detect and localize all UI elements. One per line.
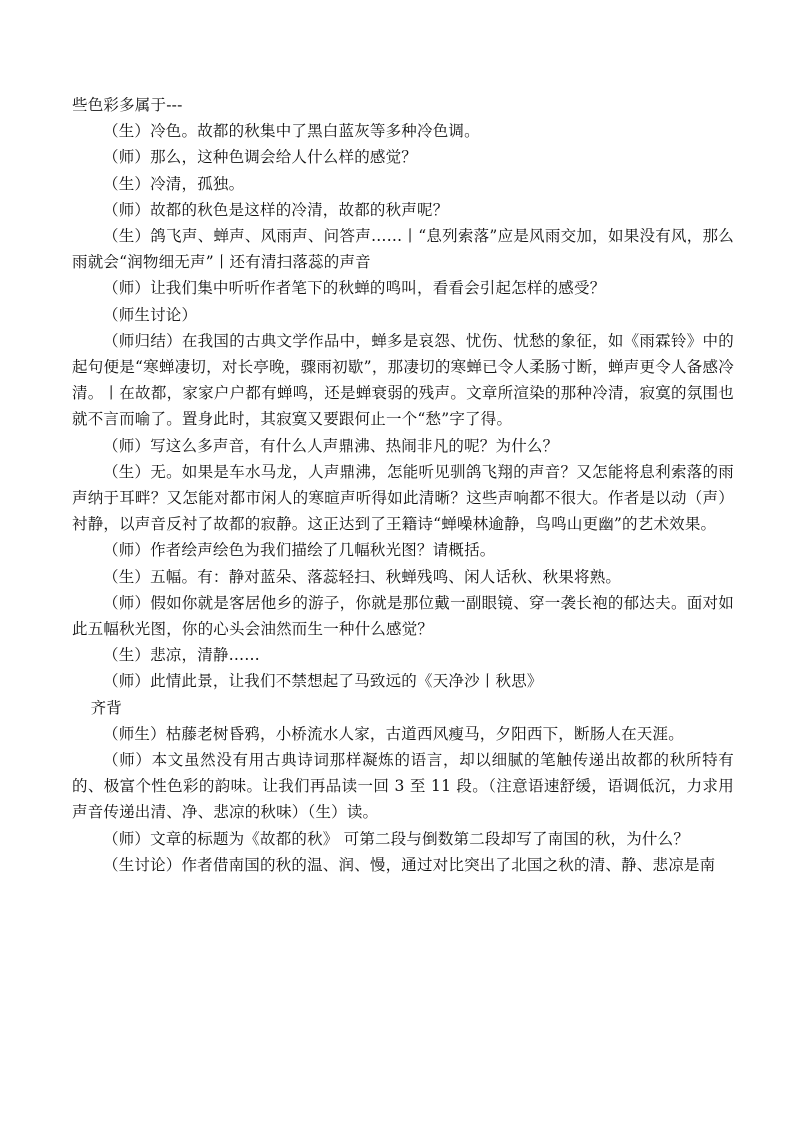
document-page (72, 92, 734, 878)
paragraph-10: （师）写这么多声音，有什么人声鼎沸、热闹非凡的呢？为什么？ (103, 436, 559, 455)
paragraph-6: （生）鸽飞声、蝉声、风雨声、问答声……丨“息列索落”应是风雨交加，如果没有风，那么雨就会“润物细无声”丨还有清扫落蕊的声音 (72, 227, 734, 272)
paragraph-19: （师）本文虽然没有用古典诗词那样凝炼的语言，却以细腻的笔触传递出故都的秋所特有的、极富个性色彩的韵味。让我们再品读一回 3 至 11 段。（注意语速舒缓，语调低沉，力求用声音传递出清、净、悲凉的秋味）（生）读。 (72, 751, 734, 822)
paragraph-7: （师）让我们集中听听作者笔下的秋蝉的鸣叫，看看会引起怎样的感受？ (103, 279, 606, 298)
paragraph-8: （师生讨论） (103, 305, 198, 324)
paragraph-4: （生）冷清，孤独。 (103, 174, 245, 193)
paragraph-2: （生）冷色。故都的秋集中了黑白蓝灰等多种冷色调。 (103, 122, 480, 141)
paragraph-9: （师归结）在我国的古典文学作品中，蝉多是哀怨、忧伤、忧愁的象征，如《雨霖铃》中的起句便是“寒蝉凄切，对长亭晚，骤雨初歇”，那凄切的寒蝉已令人柔肠寸断，蝉声更令人备感冷清。丨在故都，家家户户都有蝉鸣，还是蝉衰弱的残声。文章所渲染的那种冷清，寂寞的氛围也就不言而喻了。置身此时，其寂寞又要跟何止一个“愁”字了得。 (72, 331, 734, 429)
paragraph-14: （师）假如你就是客居他乡的游子，你就是那位戴一副眼镜、穿一袭长袍的郁达夫。面对如此五幅秋光图，你的心头会油然而生一种什么感觉？ (72, 593, 734, 639)
paragraph-13: （生）五幅。有：静对蓝朵、落蕊轻扫、秋蝉残鸣、闲人话秋、秋果将熟。 (103, 567, 622, 586)
paragraph-11: （生）无。如果是车水马龙，人声鼎沸，怎能听见驯鸽飞翔的声音？又怎能将息利索落的雨声纳于耳畔？又怎能对都市闲人的寒暄声听得如此清晰？这些声响都不很大。作者是以动（声）衬静，以声音反衬了故都的寂静。这正达到了王籍诗“蝉噪林逾静，鸟鸣山更幽”的艺术效果。 (72, 462, 734, 534)
paragraph-20: （师）文章的标题为《故都的秋》 可第二段与倒数第二段却写了南国的秋，为什么？ (103, 829, 690, 848)
paragraph-21: （生讨论）作者借南国的秋的温、润、慢，通过对比突出了北国之秋的清、静、悲凉是南 (103, 855, 716, 874)
paragraph-3: （师）那么，这种色调会给人什么样的感觉？ (103, 148, 418, 167)
paragraph-15: （生）悲凉，清静…… (103, 646, 261, 665)
paragraph-18: （师生）枯藤老树昏鸦，小桥流水人家，古道西风瘦马，夕阳西下，断肠人在天涯。 (103, 724, 684, 743)
paragraph-5: （师）故都的秋色是这样的冷清，故都的秋声呢？ (103, 200, 449, 219)
paragraph-12: （师）作者绘声绘色为我们描绘了几幅秋光图？请概括。 (103, 541, 496, 560)
paragraph-1: 些色彩多属于--- (72, 96, 183, 114)
paragraph-17: 齐背 (90, 698, 122, 717)
paragraph-16: （师）此情此景，让我们不禁想起了马致远的《天净沙丨秋思》 (103, 672, 543, 691)
